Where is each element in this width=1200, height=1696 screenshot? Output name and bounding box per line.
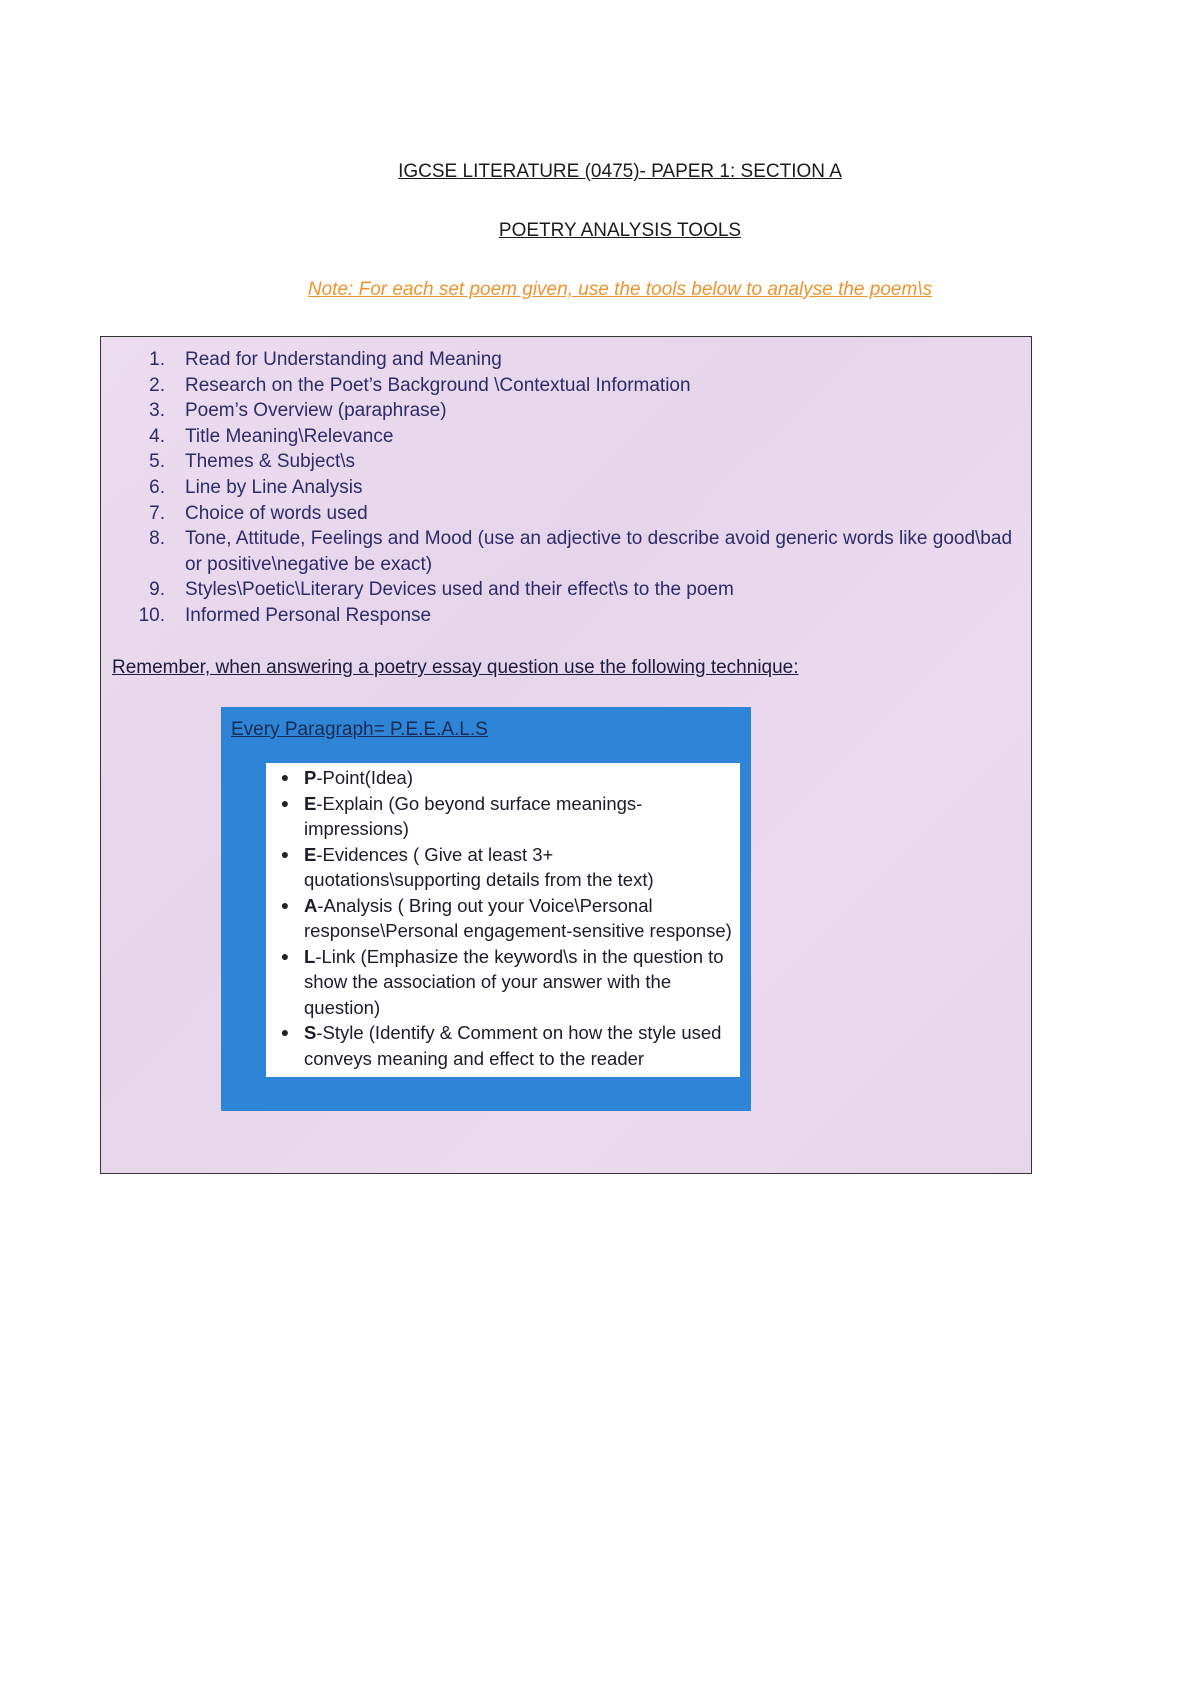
list-item: 8. Tone, Attitude, Feelings and Mood (use an adjective to describe avoid generic words like good\bad or positive\negative be exact) bbox=[149, 528, 1013, 575]
list-item: 6. Line by Line Analysis bbox=[149, 476, 363, 498]
list-item: ● S-Style (Identify & Comment on how the style used conveys meaning and effect to the reader bbox=[266, 1020, 740, 1071]
list-item: 4. Title Meaning\Relevance bbox=[149, 425, 394, 447]
list-item: 2. Research on the Poet’s Background \Contextual Information bbox=[149, 374, 691, 396]
bullet-icon: ● bbox=[280, 947, 290, 964]
list-item: ● E-Explain (Go beyond surface meanings-impressions) bbox=[266, 791, 740, 842]
bullet-icon: ● bbox=[280, 1024, 290, 1040]
list-item: ● L-Link (Emphasize the keyword\s in the question to show the association of your answer with the question) bbox=[266, 944, 740, 1021]
list-item: 3. Poem’s Overview (paraphrase) bbox=[149, 400, 447, 422]
peals-list bbox=[266, 765, 740, 1071]
peals-title: Every Paragraph= P.E.E.A.L.S bbox=[231, 719, 488, 740]
list-item: 9. Styles\Poetic\Literary Devices used and their effect\s to the poem bbox=[149, 579, 734, 601]
instruction-note: Note: For each set poem given, use the tools below to analyse the poem\s bbox=[307, 279, 933, 300]
list-item: 7. Choice of words used bbox=[149, 502, 368, 524]
tools-panel bbox=[100, 336, 1032, 1174]
bullet-icon: ● bbox=[280, 769, 290, 785]
page-subtitle: POETRY ANALYSIS TOOLS bbox=[498, 220, 742, 241]
peals-box bbox=[221, 707, 751, 1111]
list-item: 1. Read for Understanding and Meaning bbox=[149, 349, 502, 370]
list-item: ● P-Point(Idea) bbox=[266, 765, 740, 791]
list-item: 5. Themes & Subject\s bbox=[149, 451, 356, 473]
peals-content bbox=[266, 763, 740, 1077]
bullet-icon: ● bbox=[280, 794, 290, 811]
bullet-icon: ● bbox=[280, 845, 290, 862]
remember-text: Remember, when answering a poetry essay question use the following technique: bbox=[112, 657, 799, 678]
list-item: ● E-Evidences ( Give at least 3+ quotations\supporting details from the text) bbox=[266, 842, 740, 893]
bullet-icon: ● bbox=[280, 896, 290, 913]
page-title: IGCSE LITERATURE (0475)- PAPER 1: SECTION A bbox=[398, 161, 842, 182]
tools-list bbox=[131, 347, 1021, 629]
list-item: 10. Informed Personal Response bbox=[138, 604, 432, 626]
list-item: ● A-Analysis ( Bring out your Voice\Personal response\Personal engagement-sensitive response) bbox=[266, 893, 740, 944]
